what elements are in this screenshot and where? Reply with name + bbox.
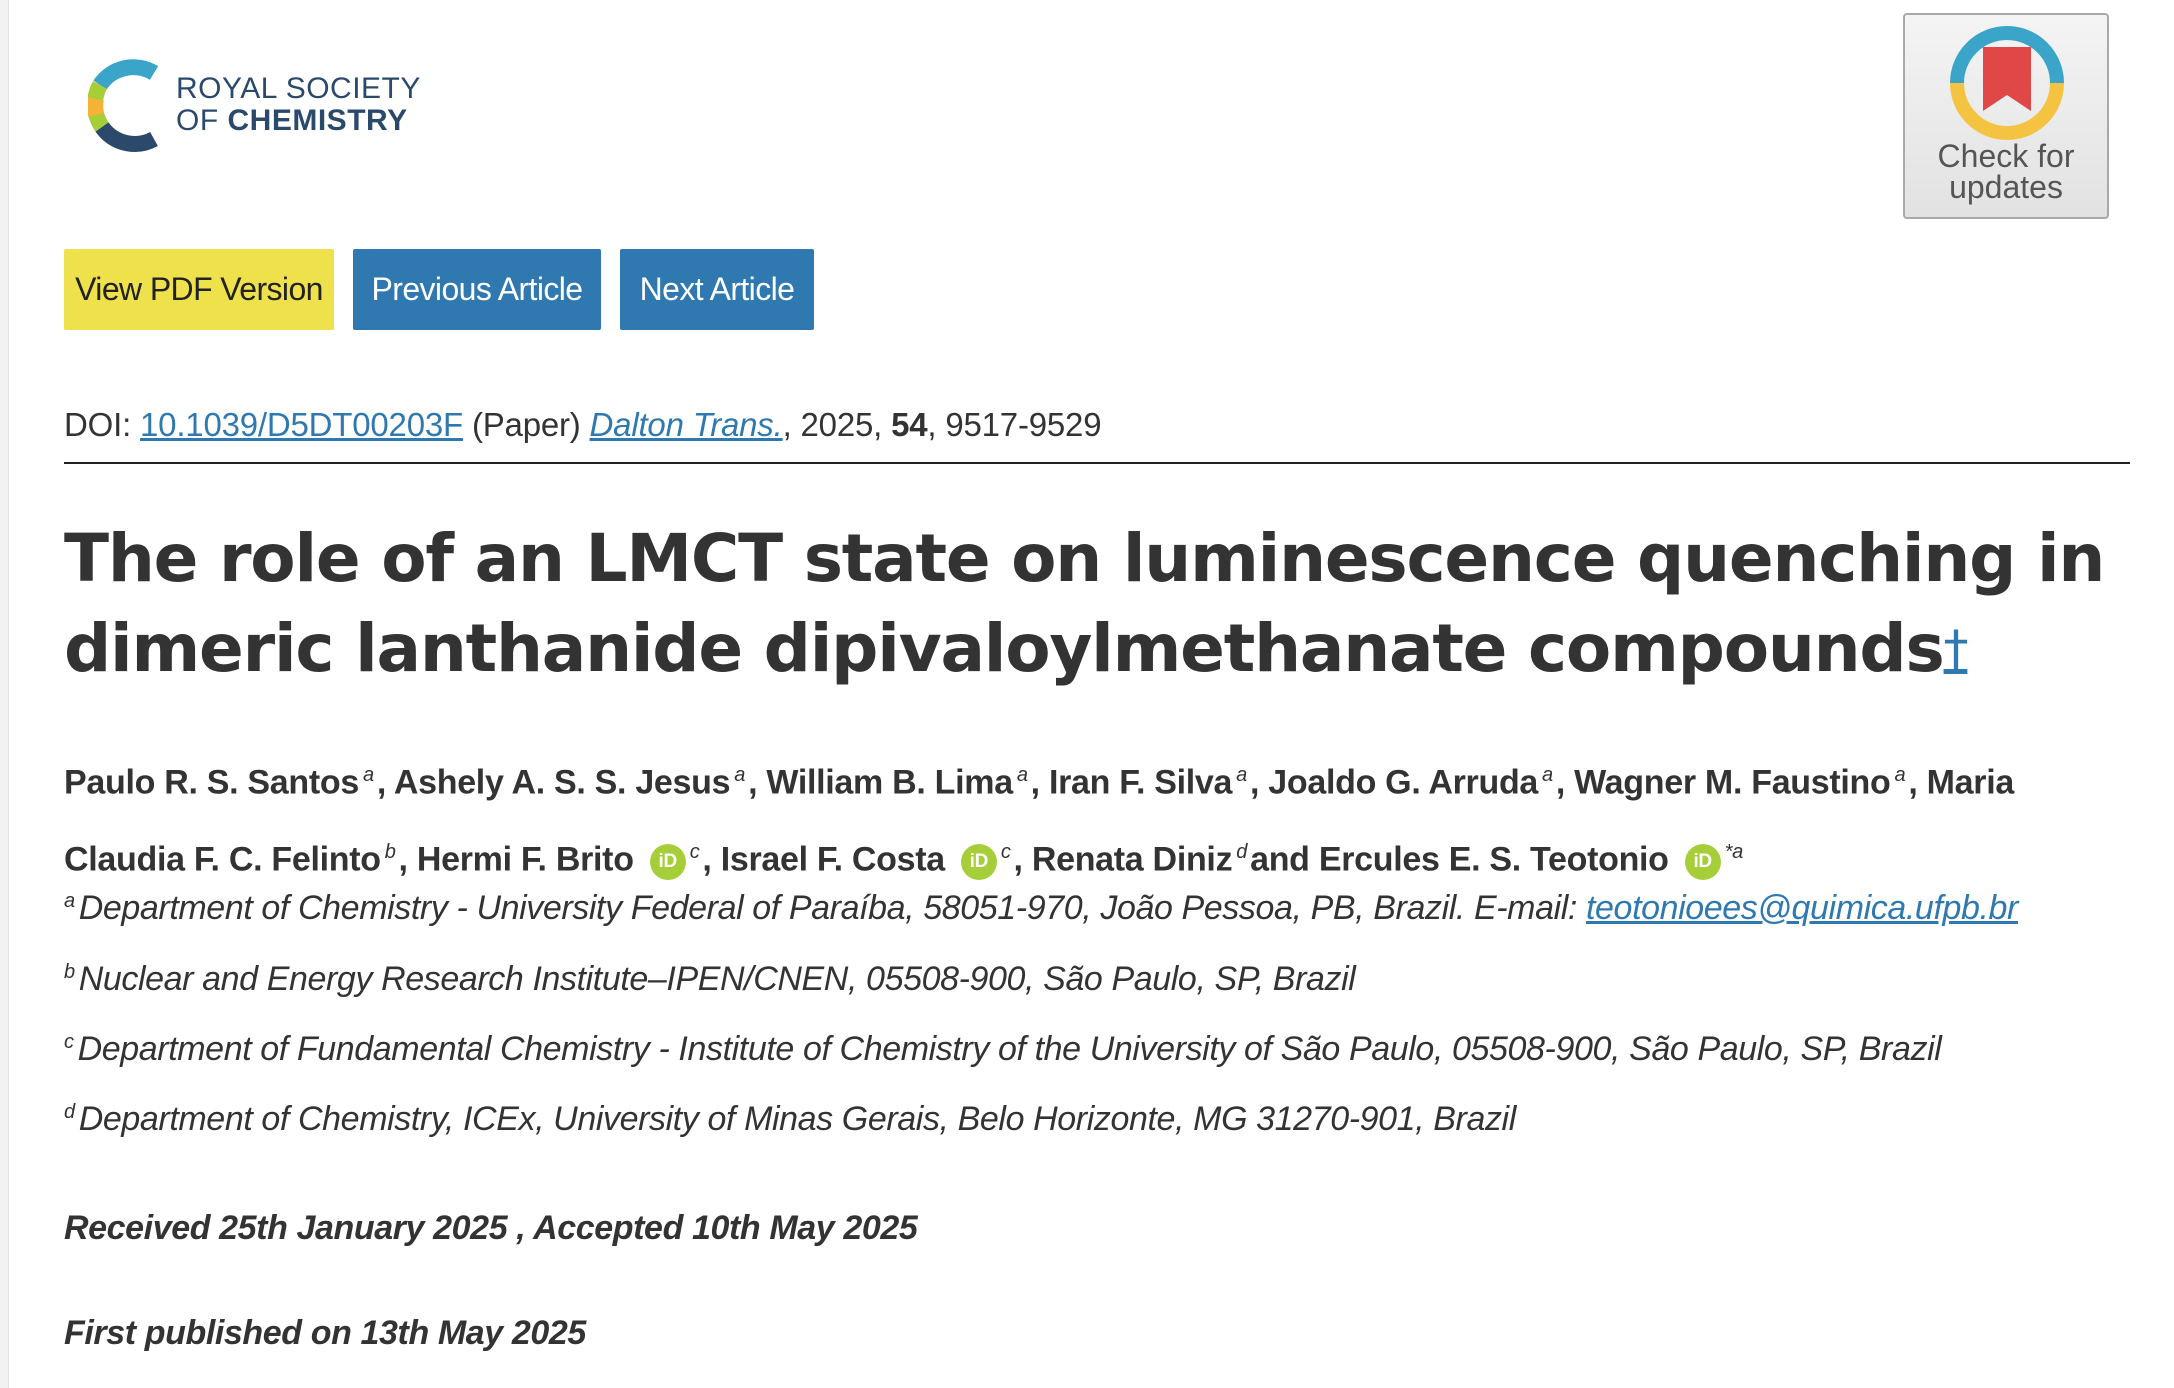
author-affiliation-mark: a (1236, 764, 1247, 786)
citation-pages: , 9517-9529 (927, 406, 1102, 443)
affiliation-label: c (64, 1030, 74, 1053)
article-title (64, 514, 2134, 694)
rsc-logo-icon (88, 55, 168, 155)
citation-line (64, 406, 1101, 444)
affiliation-text: Department of Chemistry, ICEx, University of Minas Gerais, Belo Horizonte, MG 31270-901, Brazil (78, 1100, 1516, 1138)
affiliation-b (64, 960, 2144, 999)
affiliation-c (64, 1030, 2144, 1069)
bookmark-ring-icon (1949, 25, 2065, 141)
logo-line2-prefix: OF (176, 104, 219, 137)
citation-volume: 54 (891, 406, 928, 443)
citation-year: , 2025, (782, 406, 883, 443)
check-for-updates-button[interactable] (1903, 13, 2109, 219)
orcid-icon[interactable]: iD (650, 844, 686, 880)
previous-article-button[interactable]: Previous Article (353, 249, 601, 330)
view-pdf-button[interactable]: View PDF Version (64, 249, 334, 330)
orcid-icon[interactable]: iD (1685, 844, 1721, 880)
check-line1: Check for (1937, 138, 2075, 174)
affiliation-text: Nuclear and Energy Research Institute–IPEN/CNEN, 05508-900, São Paulo, SP, Brazil (78, 960, 1356, 998)
article-type: (Paper) (471, 406, 581, 443)
author-affiliation-mark: c (689, 841, 700, 864)
next-article-button[interactable]: Next Article (620, 249, 814, 330)
doi-link[interactable]: 10.1039/D5DT00203F (140, 406, 463, 443)
author-name[interactable]: Wagner M. Faustino (1574, 763, 1891, 802)
received-accepted-dates: Received 25th January 2025 , Accepted 10th May 2025 (64, 1209, 918, 1247)
author-affiliation-mark: b (384, 841, 396, 864)
affiliation-label: d (64, 1100, 75, 1123)
affiliation-label: a (64, 889, 75, 912)
email-link[interactable]: teotonioees@quimica.ufpb.br (1586, 889, 2018, 927)
author-name[interactable]: Ashely A. S. S. Jesus (393, 763, 731, 802)
author-name[interactable]: Maria Claudia F. C. Felinto (64, 763, 2014, 879)
author-name[interactable]: Hermi F. Brito (416, 840, 634, 879)
author-name[interactable]: Ercules E. S. Teotonio (1318, 840, 1669, 879)
first-published-date: First published on 13th May 2025 (64, 1314, 586, 1352)
author-conjunction: and (1250, 840, 1310, 879)
rsc-logo[interactable] (88, 55, 448, 160)
author-affiliation-mark: a (1542, 764, 1553, 786)
author-affiliation-mark: a (1016, 764, 1028, 786)
header-divider (64, 462, 2130, 464)
supplementary-dagger-link[interactable]: † (1943, 620, 1968, 678)
author-affiliation-mark: *a (1724, 841, 1743, 864)
author-affiliation-mark: d (1236, 841, 1248, 864)
affiliation-text: Department of Fundamental Chemistry - Institute of Chemistry of the University of São Paulo, 05508-900, São Paulo, SP, Brazil (77, 1030, 1942, 1068)
doi-label: DOI: (64, 406, 132, 443)
check-for-updates-label (1905, 138, 2107, 205)
author-name[interactable]: Renata Diniz (1031, 840, 1233, 879)
author-list: Paulo R. S. Santos $^a$, Ashely A. S. S. Jesus $^a$, William B. Lima $^a$, Iran F. Silva $^a$, Joaldo G. Arruda $^a$, Wagner M. Faustino $^a$, Maria Claudia F. C. Felinto $^b$, Hermi F. Brito iD $^c$, Israel F. Costa iD $^c$, Renata Diniz $^d$and Ercules E. S. Teotonio iD $^{*a}$ (64, 763, 2014, 879)
author-affiliation-mark: c (1000, 841, 1011, 864)
logo-line2 (176, 105, 421, 137)
author-name[interactable]: Israel F. Costa (720, 840, 945, 879)
affiliation-a (64, 889, 2144, 928)
orcid-icon[interactable]: iD (961, 844, 997, 880)
logo-line1: ROYAL SOCIETY (176, 72, 421, 105)
article-title-text: The role of an LMCT state on luminescence quenching in dimeric lanthanide dipivaloylmethanate compounds (64, 520, 2105, 687)
affiliation-label: b (64, 960, 75, 983)
author-affiliation-mark: a (363, 764, 374, 786)
affiliation-d (64, 1100, 2144, 1139)
logo-text (176, 73, 421, 137)
author-name[interactable]: Iran F. Silva (1048, 763, 1233, 802)
author-name[interactable]: Paulo R. S. Santos (64, 763, 359, 802)
check-line2: updates (1949, 169, 2063, 205)
author-affiliation-mark: a (1894, 764, 1906, 786)
author-name[interactable]: Joaldo G. Arruda (1268, 763, 1539, 802)
author-name[interactable]: William B. Lima (766, 763, 1013, 802)
affiliation-text: Department of Chemistry - University Federal of Paraíba, 58051-970, João Pessoa, PB, Brazil. E-mail: (78, 889, 1586, 927)
logo-line2-bold: CHEMISTRY (227, 104, 408, 137)
journal-link[interactable]: Dalton Trans. (589, 406, 783, 443)
page-edge (0, 0, 9, 1388)
author-affiliation-mark: a (734, 764, 746, 786)
